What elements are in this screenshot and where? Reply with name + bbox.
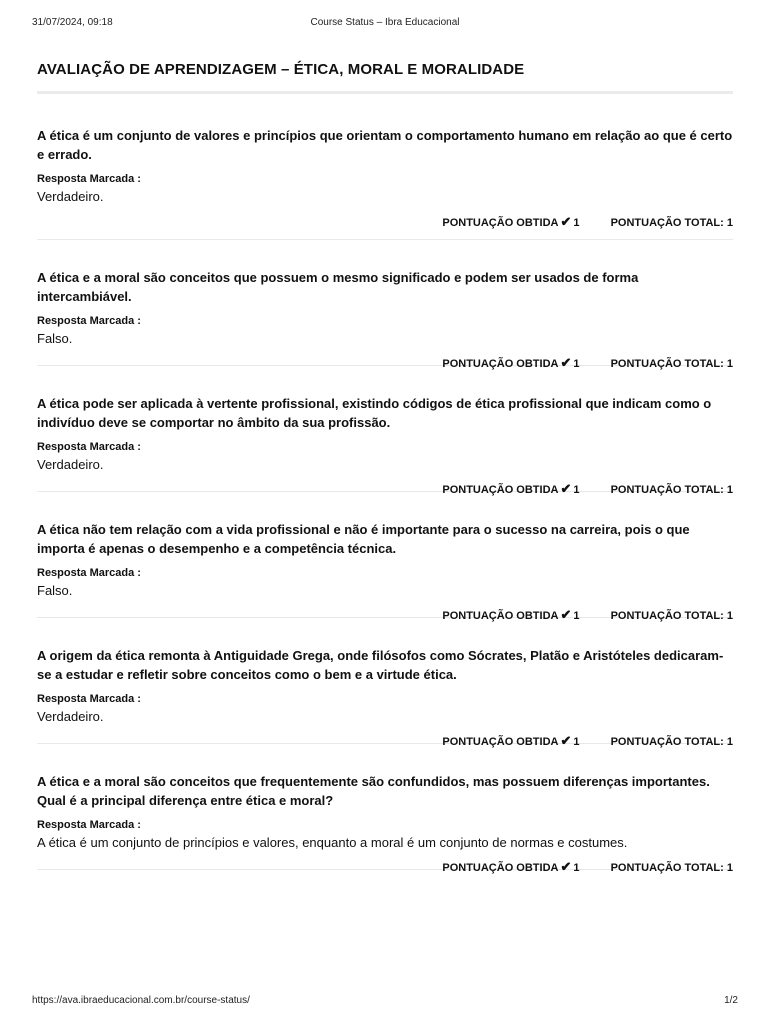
score-obtained-label: PONTUAÇÃO OBTIDA bbox=[442, 862, 559, 874]
check-icon: ✔ bbox=[560, 355, 572, 370]
page-url: https://ava.ibraeducacional.com.br/course-status/ bbox=[32, 995, 250, 1006]
score-total-label: PONTUAÇÃO TOTAL: bbox=[610, 610, 724, 622]
score-total-label: PONTUAÇÃO TOTAL: bbox=[610, 484, 724, 496]
score-total-label: PONTUAÇÃO TOTAL: bbox=[610, 358, 724, 370]
check-icon: ✔ bbox=[560, 607, 572, 622]
score-obtained-label: PONTUAÇÃO OBTIDA bbox=[442, 217, 559, 229]
question-text: A ética e a moral são conceitos que possuem o mesmo significado e podem ser usados de forma intercambiável. bbox=[37, 270, 639, 304]
answer-label: Resposta Marcada : bbox=[37, 315, 141, 327]
score-total-label: PONTUAÇÃO TOTAL: bbox=[610, 862, 724, 874]
answer-label: Resposta Marcada : bbox=[37, 441, 141, 453]
score-obtained-value: 1 bbox=[573, 358, 580, 370]
print-datetime: 31/07/2024, 09:18 bbox=[32, 17, 113, 28]
question-item bbox=[37, 94, 733, 240]
score-row bbox=[442, 214, 733, 230]
check-icon: ✔ bbox=[560, 733, 572, 748]
answer-label: Resposta Marcada : bbox=[37, 819, 141, 831]
page-title: AVALIAÇÃO DE APRENDIZAGEM – ÉTICA, MORAL E MORALIDADE bbox=[37, 61, 733, 94]
question-item bbox=[37, 366, 733, 496]
question-item bbox=[37, 618, 733, 748]
score-obtained-value: 1 bbox=[573, 484, 580, 496]
check-icon: ✔ bbox=[560, 481, 572, 496]
score-total-value: 1 bbox=[726, 862, 733, 874]
selected-answer: Falso. bbox=[37, 583, 73, 598]
score-total-value: 1 bbox=[726, 484, 733, 496]
score-total-value: 1 bbox=[726, 736, 733, 748]
score-total-value: 1 bbox=[726, 358, 733, 370]
print-footer bbox=[32, 995, 738, 1009]
score-obtained-label: PONTUAÇÃO OBTIDA bbox=[442, 610, 559, 622]
score-total-value: 1 bbox=[726, 217, 733, 229]
score-obtained-value: 1 bbox=[573, 610, 580, 622]
selected-answer: Verdadeiro. bbox=[37, 189, 104, 204]
check-icon: ✔ bbox=[560, 859, 572, 874]
selected-answer: A ética é um conjunto de princípios e valores, enquanto a moral é um conjunto de normas e costumes. bbox=[37, 835, 628, 850]
score-obtained bbox=[442, 214, 580, 229]
question-text: A ética e a moral são conceitos que frequentemente são confundidos, mas possuem diferenças importantes. Qual é a principal diferença entre ética e moral? bbox=[37, 774, 710, 808]
score-obtained-value: 1 bbox=[573, 862, 580, 874]
check-icon: ✔ bbox=[560, 214, 572, 229]
print-document-title: Course Status – Ibra Educacional bbox=[310, 17, 460, 28]
score-total-label: PONTUAÇÃO TOTAL: bbox=[610, 217, 724, 229]
page-number: 1/2 bbox=[724, 995, 738, 1006]
assessment-content bbox=[37, 61, 733, 874]
score-total-value: 1 bbox=[726, 610, 733, 622]
selected-answer: Verdadeiro. bbox=[37, 457, 104, 472]
question-item bbox=[37, 492, 733, 622]
answer-label: Resposta Marcada : bbox=[37, 693, 141, 705]
print-header bbox=[32, 17, 738, 31]
score-obtained-value: 1 bbox=[573, 736, 580, 748]
answer-label: Resposta Marcada : bbox=[37, 173, 141, 185]
question-text: A ética é um conjunto de valores e princípios que orientam o comportamento humano em relação ao que é certo e errado. bbox=[37, 128, 733, 162]
question-item bbox=[37, 240, 733, 370]
score-obtained-label: PONTUAÇÃO OBTIDA bbox=[442, 736, 559, 748]
score-row bbox=[442, 859, 733, 875]
score-total-label: PONTUAÇÃO TOTAL: bbox=[610, 736, 724, 748]
selected-answer: Verdadeiro. bbox=[37, 709, 104, 724]
score-total bbox=[611, 217, 733, 229]
score-obtained-label: PONTUAÇÃO OBTIDA bbox=[442, 358, 559, 370]
question-item bbox=[37, 744, 733, 874]
answer-label: Resposta Marcada : bbox=[37, 567, 141, 579]
question-text: A origem da ética remonta à Antiguidade Grega, onde filósofos como Sócrates, Platão e Aristóteles dedicaram-se a estudar e refletir sobre conceitos como o bem e a virtude ética. bbox=[37, 648, 724, 682]
score-obtained bbox=[442, 859, 580, 874]
question-text: A ética não tem relação com a vida profissional e não é importante para o sucesso na carreira, pois o que importa é apenas o desempenho e a competência técnica. bbox=[37, 522, 690, 556]
selected-answer: Falso. bbox=[37, 331, 73, 346]
question-text: A ética pode ser aplicada à vertente profissional, existindo códigos de ética profissional que indicam como o indivíduo deve se comportar no âmbito da sua profissão. bbox=[37, 396, 712, 430]
score-obtained-value: 1 bbox=[573, 217, 580, 229]
score-total bbox=[611, 862, 733, 874]
score-obtained-label: PONTUAÇÃO OBTIDA bbox=[442, 484, 559, 496]
